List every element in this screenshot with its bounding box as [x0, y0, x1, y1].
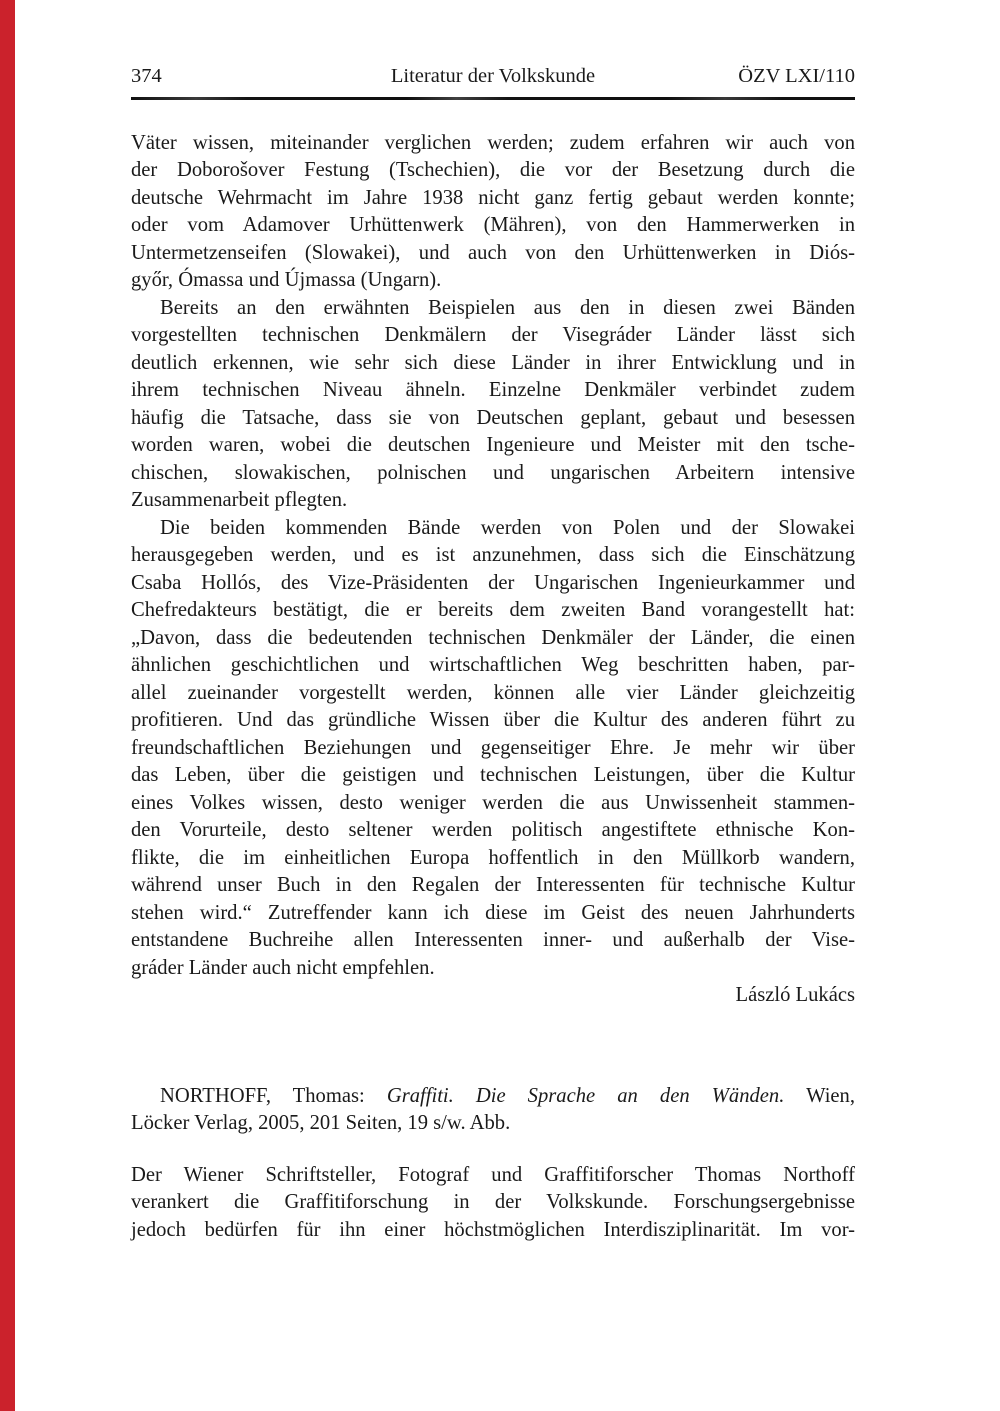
header-rule: [131, 97, 855, 100]
page-edge-stripe: [0, 0, 15, 1411]
text-line: gráder Länder auch nicht empfehlen.: [131, 956, 435, 979]
citation-line-1: [131, 1083, 855, 1111]
text-line: Die beiden kommenden Bände werden von Polen und der Slowakei: [160, 516, 855, 539]
text-line: freundschaftlichen Beziehungen und gegenseitiger Ehre. Je mehr wir über: [131, 736, 855, 759]
text-line: Untermetzenseifen (Slowakei), und auch von den Urhüttenwerken in Diós-: [131, 241, 855, 264]
text-line: ihrem technischen Niveau ähneln. Einzelne Denkmäler verbindet zudem: [131, 379, 855, 401]
text-line: ähnlichen geschichtlichen und wirtschaftlichen Weg beschritten haben, par-: [131, 654, 855, 676]
journal-issue: ÖZV LXI/110: [738, 65, 855, 87]
text-line: Csaba Hollós, des Vize-Präsidenten der Ungarischen Ingenieurkammer und: [131, 571, 855, 594]
text-line: deutsche Wehrmacht im Jahre 1938 nicht ganz fertig gebaut werden konnte;: [131, 186, 855, 209]
text-line: győr, Ómassa und Újmassa (Ungarn).: [131, 269, 442, 291]
text-line: „Davon, dass die bedeutenden technischen Denkmäler der Länder, die einen: [131, 626, 855, 649]
text-line: flikte, die im einheitlichen Europa hoffentlich in den Müllkorb wandern,: [131, 846, 855, 869]
citation-title: Graffiti. Die Sprache an den Wänden.: [386, 1084, 785, 1107]
text-line: jedoch bedürfen für ihn einer höchstmöglichen Interdisziplinarität. Im vor-: [131, 1218, 855, 1241]
text-line: Väter wissen, miteinander verglichen werden; zudem erfahren wir auch von: [131, 131, 855, 154]
citation-author: NORTHOFF, Thomas:: [160, 1084, 387, 1107]
text-line: während unser Buch in den Regalen der Interessenten für technische Kultur: [131, 874, 855, 896]
page-content: [131, 0, 855, 1244]
text-line: verankert die Graffitiforschung in der Volkskunde. Forschungsergebnisse: [131, 1191, 855, 1213]
text-line: profitieren. Und das gründliche Wissen über die Kultur des anderen führt zu: [131, 709, 855, 731]
page-number: 374: [131, 65, 162, 87]
text-line: häufig die Tatsache, dass sie von Deutschen geplant, gebaut und besessen: [131, 406, 855, 429]
paragraph: [131, 295, 855, 515]
reviewer-signature: László Lukács: [735, 984, 855, 1006]
text-line: den Vorurteile, desto seltener werden politisch angestiftete ethnische Kon-: [131, 819, 855, 841]
text-line: oder vom Adamover Urhüttenwerk (Mähren), von den Hammerwerken in: [131, 214, 855, 236]
text-line: der Doborošover Festung (Tschechien), die vor der Besetzung durch die: [131, 159, 855, 181]
text-line: Chefredakteurs bestätigt, die er bereits dem zweiten Band vorangestellt hat:: [131, 599, 855, 621]
text-line: Bereits an den erwähnten Beispielen aus den in diesen zwei Bänden: [160, 296, 855, 319]
text-line: deutlich erkennen, wie sehr sich diese Länder in ihrer Entwicklung und in: [131, 351, 855, 374]
running-title: Literatur der Volkskunde: [390, 65, 596, 87]
text-line: das Leben, über die geistigen und technischen Leistungen, über die Kultur: [131, 764, 855, 786]
text-line: worden waren, wobei die deutschen Ingenieure und Meister mit den tsche-: [131, 434, 855, 456]
text-line: Zusammenarbeit pflegten.: [131, 489, 348, 511]
text-line: allel zueinander vorgestellt werden, können alle vier Länder gleichzeitig: [131, 681, 855, 704]
paragraph: [131, 515, 855, 983]
text-line: entstandene Buchreihe allen Interessenten inner- und außerhalb der Vise-: [131, 929, 855, 951]
page-header: [131, 64, 855, 89]
page-body: [131, 130, 855, 1245]
text-line: herausgegeben werden, und es ist anzunehmen, dass sich die Einschätzung: [131, 544, 855, 566]
review-opening-paragraph: [131, 1162, 855, 1245]
citation-place: Wien,: [784, 1084, 856, 1107]
text-line: vorgestellten technischen Denkmälern der Visegráder Länder lässt sich: [131, 324, 855, 346]
citation-line-2: Löcker Verlag, 2005, 201 Seiten, 19 s/w. Abb.: [131, 1112, 511, 1134]
text-line: Der Wiener Schriftsteller, Fotograf und Graffitiforscher Thomas Northoff: [131, 1163, 855, 1186]
text-line: chischen, slowakischen, polnischen und ungarischen Arbeitern intensive: [131, 461, 855, 484]
text-line: stehen wird.“ Zutreffender kann ich diese im Geist des neuen Jahrhunderts: [131, 901, 855, 924]
text-line: eines Volkes wissen, desto weniger werden die aus Unwissenheit stammen-: [131, 791, 855, 814]
paragraph: [131, 130, 855, 295]
book-citation: [131, 1083, 855, 1138]
